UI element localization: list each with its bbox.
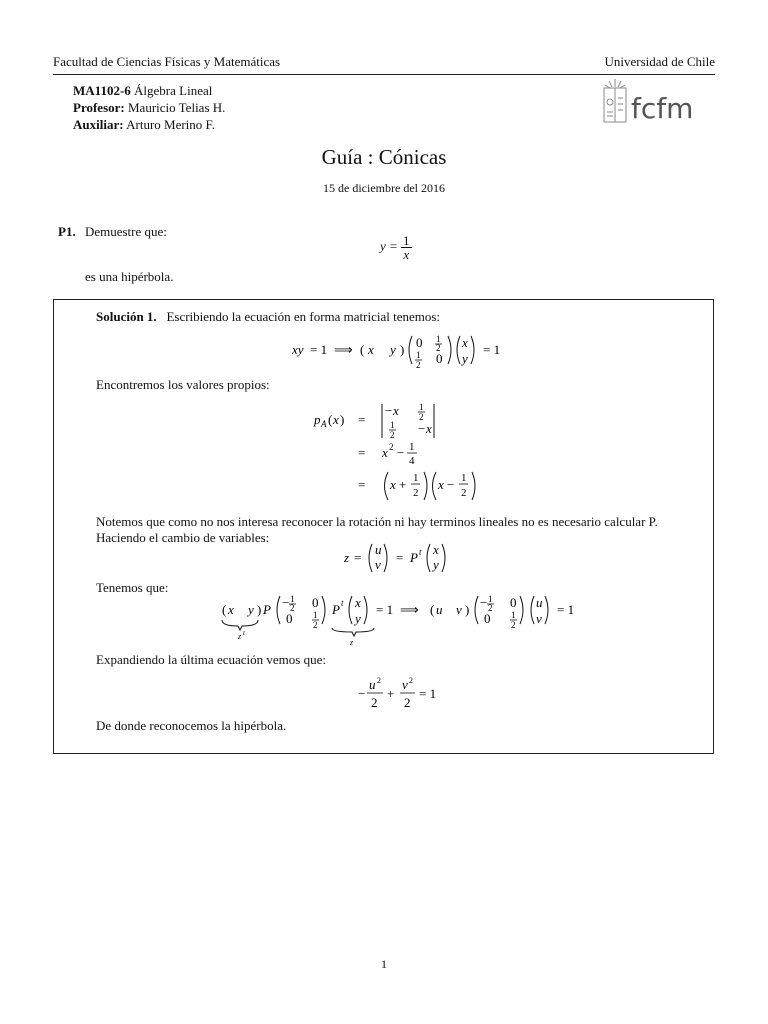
solution-label: Solución 1.: [96, 309, 157, 324]
svg-text:2: 2: [488, 603, 493, 613]
svg-text:= 1: = 1: [419, 686, 437, 701]
svg-text:): ): [340, 412, 345, 427]
svg-text:0: 0: [436, 351, 443, 366]
svg-text:2: 2: [409, 676, 413, 685]
problem-tail: es una hipérbola.: [85, 269, 174, 284]
svg-text:u: u: [436, 602, 443, 617]
svg-text:+: +: [399, 477, 407, 492]
svg-text:−: −: [385, 403, 393, 418]
svg-text:): ): [400, 342, 405, 357]
note-line-2: Haciendo el cambio de variables:: [96, 530, 270, 545]
matrix-form-equation: [290, 330, 520, 374]
solution-intro-line: [96, 309, 440, 325]
svg-text:p: p: [314, 412, 321, 427]
problem-prompt: Demuestre que:: [84, 224, 167, 239]
svg-text:2: 2: [389, 442, 394, 452]
university-name: Universidad de Chile: [604, 54, 715, 69]
svg-text:xy: xy: [292, 342, 304, 357]
svg-text:x: x: [393, 403, 399, 418]
svg-text:t: t: [243, 629, 245, 637]
transformed-equation: [218, 590, 588, 654]
equation-fraction: [401, 234, 412, 261]
svg-text:x: x: [390, 477, 396, 492]
svg-text:1: 1: [413, 472, 419, 484]
svg-text:P: P: [263, 602, 271, 617]
professor-name: Mauricio Telias H.: [127, 100, 226, 115]
svg-text:x: x: [382, 445, 388, 460]
svg-text:(: (: [430, 602, 435, 617]
problem-label: P1.: [58, 224, 76, 239]
auxiliar-label: Auxiliar:: [73, 117, 124, 132]
svg-text:u: u: [375, 542, 382, 557]
course-line: [73, 82, 225, 99]
svg-text:1: 1: [390, 420, 395, 430]
svg-text:0: 0: [416, 335, 423, 350]
svg-text:=: =: [396, 550, 404, 565]
svg-text:P: P: [410, 550, 418, 565]
svg-text:2: 2: [461, 487, 467, 499]
svg-text:x: x: [368, 342, 374, 357]
svg-text:v: v: [375, 557, 381, 572]
svg-text:2: 2: [371, 695, 378, 710]
svg-text:2: 2: [404, 695, 411, 710]
fraction-denominator: x: [403, 247, 410, 262]
svg-text:0: 0: [312, 595, 319, 610]
have-text: Tenemos que:: [96, 580, 169, 595]
svg-text:x: x: [228, 602, 234, 617]
logo-text: fcfm: [631, 92, 694, 125]
faculty-name: Facultad de Ciencias Físicas y Matemáticas: [53, 54, 281, 69]
page-number: 1: [381, 957, 387, 971]
solution-intro: Escribiendo la ecuación en forma matricial tenemos:: [166, 309, 441, 324]
problem-equation: [380, 234, 412, 261]
svg-text:A: A: [321, 419, 327, 429]
svg-text:y: y: [355, 611, 361, 626]
svg-text:−: −: [418, 421, 426, 436]
note-line-1: Notemos que como no nos interesa reconocer la rotación ni hay terminos lineales no es necesario calcular P.: [96, 514, 658, 529]
svg-text:−: −: [480, 595, 488, 610]
find-eigenvalues-text: Encontremos los valores propios:: [96, 377, 270, 392]
svg-text:0: 0: [510, 595, 517, 610]
hyperbola-equation: [356, 674, 456, 718]
svg-text:x: x: [438, 477, 444, 492]
svg-text:(: (: [222, 602, 227, 617]
svg-text:2: 2: [511, 620, 516, 630]
svg-text:+: +: [387, 686, 395, 701]
fraction-numerator: 1: [403, 233, 410, 248]
svg-text:y: y: [433, 557, 439, 572]
svg-text:1: 1: [511, 610, 516, 620]
svg-text:=: =: [358, 445, 366, 460]
svg-text:t: t: [341, 598, 344, 608]
svg-text:1: 1: [416, 350, 421, 360]
course-info: [73, 82, 225, 133]
course-name: Álgebra Lineal: [134, 83, 213, 98]
svg-text:=: =: [358, 412, 366, 427]
svg-text:u: u: [536, 595, 543, 610]
svg-text:−: −: [358, 686, 366, 701]
professor-label: Profesor:: [73, 100, 125, 115]
svg-text:−: −: [397, 445, 405, 460]
svg-text:P: P: [332, 602, 340, 617]
svg-text:x: x: [433, 542, 439, 557]
svg-text:v: v: [536, 611, 542, 626]
svg-text:1: 1: [488, 594, 493, 604]
svg-text:x: x: [426, 421, 432, 436]
svg-text:1: 1: [313, 610, 318, 620]
document-title: Guía : Cónicas: [321, 145, 447, 169]
document-date: 15 de diciembre del 2016: [323, 181, 445, 195]
svg-text:2: 2: [313, 620, 318, 630]
conclusion-text: De donde reconocemos la hipérbola.: [96, 718, 287, 733]
course-code: MA1102-6: [73, 83, 131, 98]
svg-text:1: 1: [290, 594, 295, 604]
svg-text:= 1: = 1: [557, 602, 575, 617]
svg-text:1: 1: [461, 472, 467, 484]
svg-text:y: y: [390, 342, 396, 357]
svg-text:⟹: ⟹: [400, 602, 419, 617]
page-header: [53, 52, 715, 75]
svg-text:v: v: [402, 677, 408, 692]
svg-text:= 1: = 1: [483, 342, 501, 357]
svg-text:2: 2: [390, 430, 395, 440]
svg-text:2: 2: [436, 343, 441, 353]
problem-statement: [58, 224, 167, 240]
svg-text:2: 2: [290, 603, 295, 613]
svg-text:): ): [465, 602, 470, 617]
svg-text:4: 4: [409, 455, 415, 467]
svg-text:(: (: [360, 342, 365, 357]
svg-text:t: t: [419, 547, 422, 557]
svg-text:1: 1: [419, 402, 424, 412]
svg-text:=: =: [358, 477, 366, 492]
svg-text:): ): [257, 602, 262, 617]
svg-text:y: y: [248, 602, 254, 617]
svg-text:2: 2: [419, 412, 424, 422]
svg-text:z: z: [344, 550, 350, 565]
svg-text:v: v: [456, 602, 462, 617]
svg-text:1: 1: [436, 334, 441, 344]
svg-text:z: z: [238, 632, 242, 641]
change-of-variables-equation: [342, 540, 462, 580]
svg-text:−: −: [447, 477, 455, 492]
svg-text:2: 2: [416, 360, 421, 370]
characteristic-polynomial: [312, 400, 492, 509]
svg-text:0: 0: [484, 611, 491, 626]
equation-lhs: y =: [380, 238, 398, 254]
svg-text:0: 0: [286, 611, 293, 626]
svg-text:u: u: [369, 677, 376, 692]
svg-text:=: =: [354, 550, 362, 565]
professor-line: [73, 99, 225, 116]
expand-text: Expandiendo la última ecuación vemos que:: [96, 652, 326, 667]
auxiliar-line: [73, 116, 225, 133]
svg-text:x: x: [333, 412, 339, 427]
svg-text:y: y: [462, 351, 468, 366]
svg-text:x: x: [462, 335, 468, 350]
svg-text:1: 1: [409, 441, 415, 453]
svg-text:−: −: [282, 595, 290, 610]
svg-text:z: z: [350, 638, 354, 647]
svg-text:(: (: [328, 412, 333, 427]
svg-text:= 1: = 1: [310, 342, 328, 357]
auxiliar-name: Arturo Merino F.: [126, 117, 215, 132]
svg-text:2: 2: [413, 487, 419, 499]
svg-text:2: 2: [377, 676, 381, 685]
svg-text:x: x: [355, 595, 361, 610]
fcfm-logo: [603, 78, 697, 128]
svg-text:⟹: ⟹: [334, 342, 353, 357]
svg-text:= 1: = 1: [376, 602, 394, 617]
